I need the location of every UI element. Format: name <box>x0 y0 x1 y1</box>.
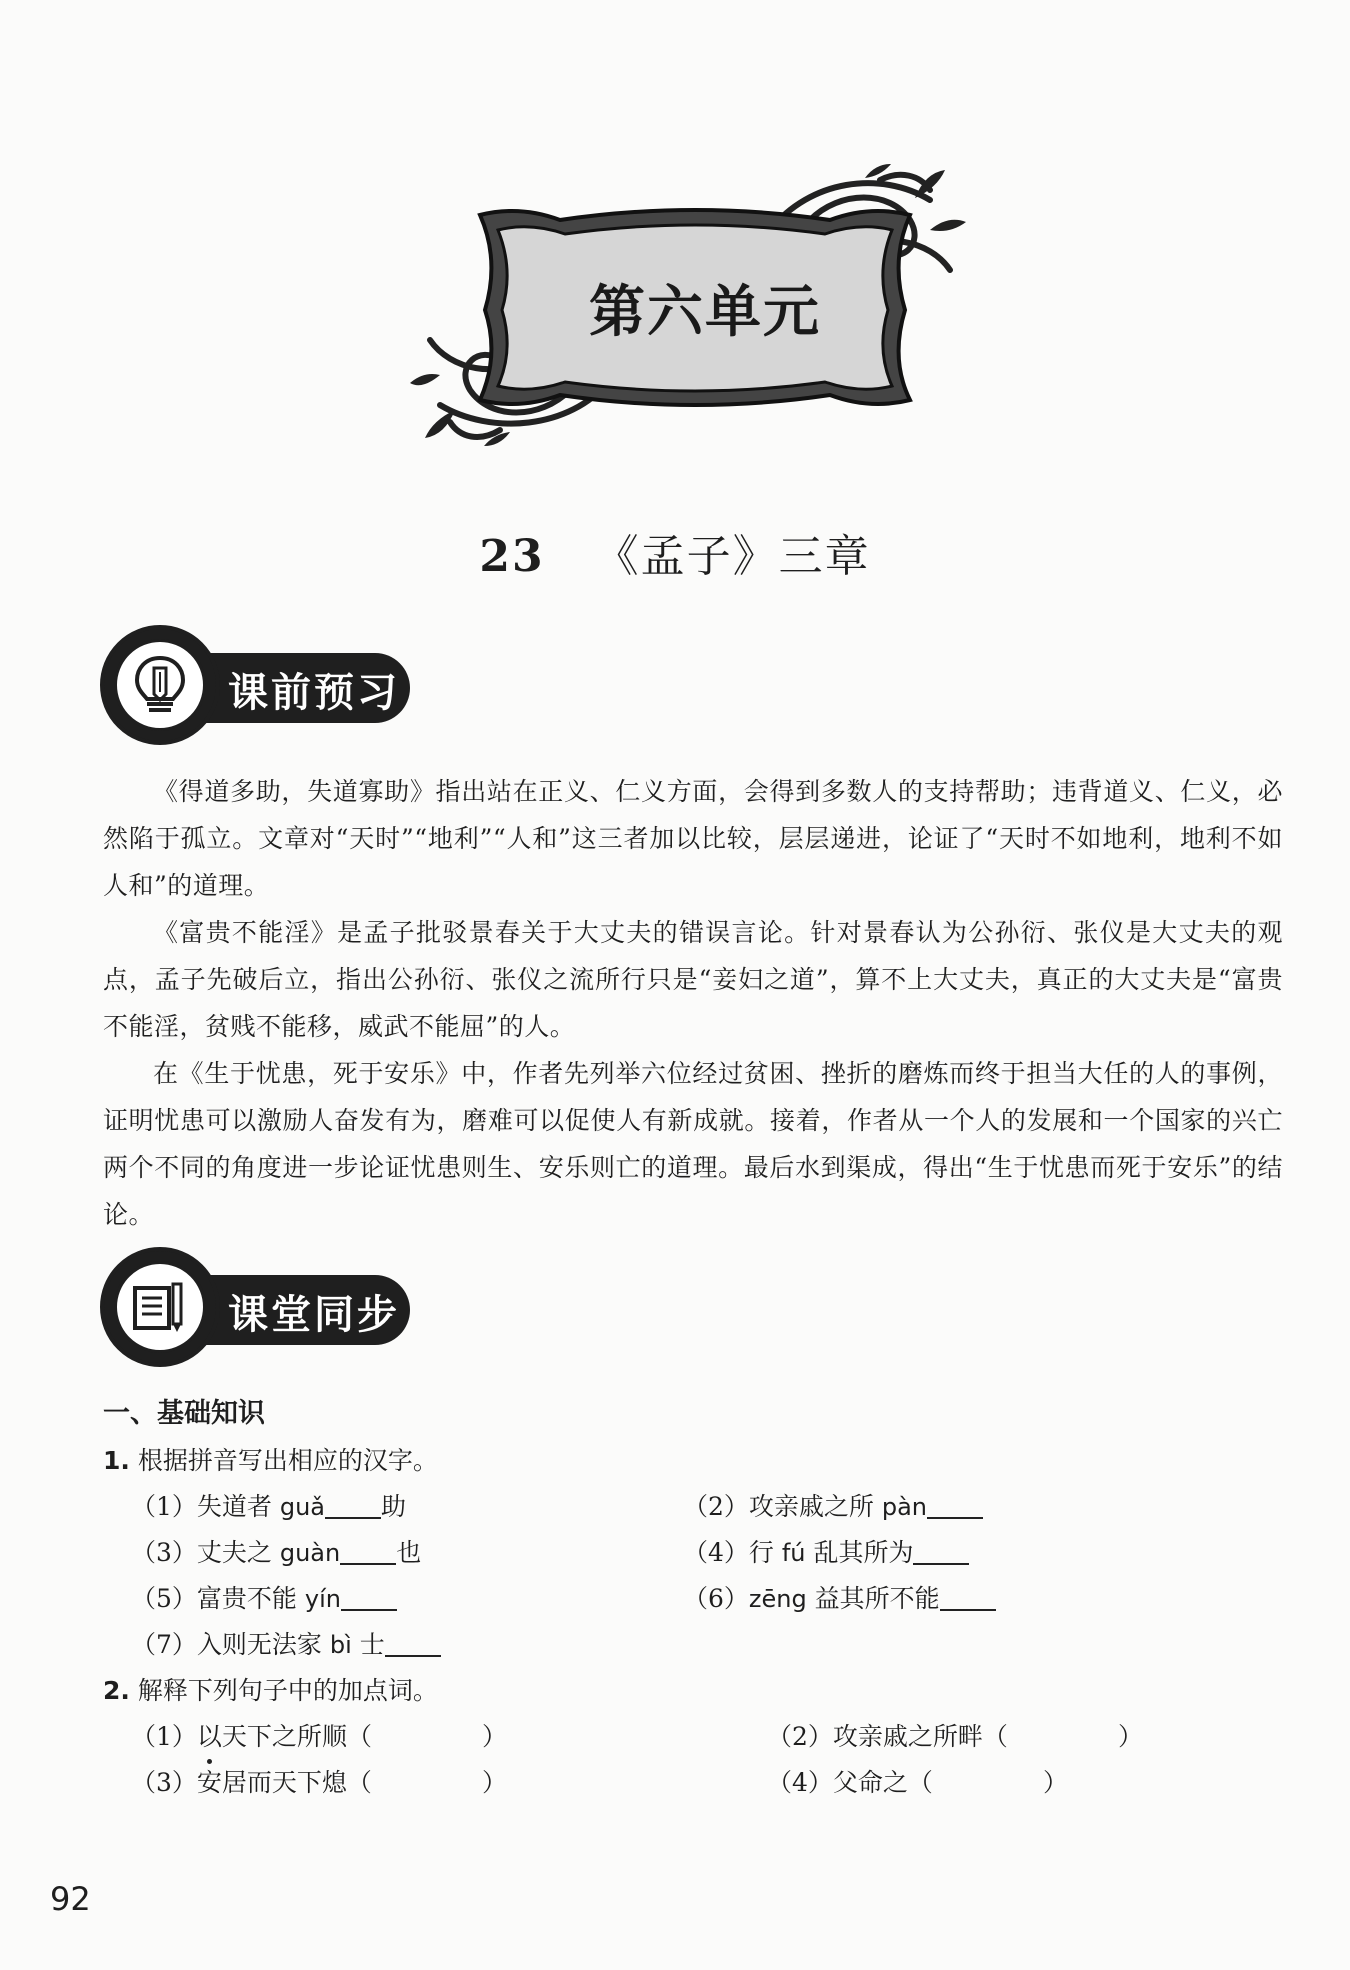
preview-paragraph: 《富贵不能淫》是孟子批驳景春关于大丈夫的错误言论。针对景春认为公孙衍、张仪是大丈夫的观点，孟子先破后立，指出公孙衍、张仪之流所行只是“妾妇之道”，算不上大丈夫，真正的大丈夫是“富贵不能淫，贫贱不能移，威武不能屈”的人。 <box>103 918 1283 1041</box>
preview-badge-label: 课前预习 <box>228 670 400 716</box>
page-number: 92 <box>50 1880 91 1918</box>
question-row <box>103 1576 1283 1622</box>
lesson-number: 23 <box>479 531 545 582</box>
lesson-title <box>0 520 1350 584</box>
book-pen-icon <box>129 1276 191 1338</box>
preview-badge <box>100 625 420 755</box>
answer-blank[interactable] <box>341 1579 397 1611</box>
item-5: （5）富贵不能 yín <box>131 1576 397 1622</box>
answer-blank[interactable] <box>913 1533 969 1565</box>
lightbulb-pencil-icon <box>129 654 191 716</box>
question-prompt: 解释下列句子中的加点词。 <box>137 1676 438 1705</box>
question-1 <box>103 1438 1283 1484</box>
dotted-word: 以 <box>197 1714 222 1760</box>
lesson-name: 《孟子》三章 <box>594 531 871 582</box>
answer-blank[interactable] <box>927 1487 983 1519</box>
classroom-badge <box>100 1247 420 1377</box>
item-7: （7）入则无法家 bì 士 <box>131 1622 441 1668</box>
question-2 <box>103 1668 1283 1714</box>
exercises <box>103 1390 1283 1806</box>
item-1: （1）以天下之所顺（ ） <box>131 1714 507 1760</box>
question-row <box>103 1484 1283 1530</box>
unit-banner <box>410 160 980 450</box>
badge-circle-inner <box>114 1261 206 1353</box>
question-prompt: 根据拼音写出相应的汉字。 <box>137 1446 438 1475</box>
item-2: （2）攻亲戚之所 pàn <box>683 1484 983 1530</box>
question-number: 1. <box>103 1446 130 1475</box>
answer-blank[interactable] <box>940 1579 996 1611</box>
badge-circle-inner <box>114 639 206 731</box>
item-2: （2）攻亲戚之所畔（ ） <box>767 1722 1143 1751</box>
answer-blank[interactable] <box>325 1487 381 1519</box>
preview-paragraph: 《得道多助，失道寡助》指出站在正义、仁义方面，会得到多数人的支持帮助；违背道义、仁义，必然陷于孤立。文章对“天时”“地利”“人和”这三者加以比较，层层递进，论证了“天时不如地利，地利不如人和”的道理。 <box>103 777 1283 900</box>
badge-circle <box>100 625 220 745</box>
question-row <box>103 1530 1283 1576</box>
question-row <box>103 1714 1283 1760</box>
item-3: （3）丈夫之 guàn 也 <box>131 1530 421 1576</box>
question-row <box>103 1622 1283 1668</box>
preview-paragraph: 在《生于忧患，死于安乐》中，作者先列举六位经过贫困、挫折的磨炼而终于担当大任的人的事例，证明忧患可以激励人奋发有为，磨难可以促使人有新成就。接着，作者从一个人的发展和一个国家的兴亡两个不同的角度进一步论证忧患则生、安乐则亡的道理。最后水到渠成，得出“生于忧患而死于安乐”的结论。 <box>103 1059 1283 1229</box>
classroom-badge-label: 课堂同步 <box>228 1292 400 1338</box>
section-title: 一、基础知识 <box>103 1398 265 1429</box>
item-3: （3）安居而天下熄（ ） <box>131 1768 507 1797</box>
item-4: （4）父命之（ ） <box>767 1768 1068 1797</box>
unit-title: 第六单元 <box>589 280 821 345</box>
preview-text <box>103 768 1283 1238</box>
item-4: （4）行 fú 乱其所为 <box>683 1530 969 1576</box>
answer-blank[interactable] <box>340 1533 396 1565</box>
badge-circle <box>100 1247 220 1367</box>
question-row <box>103 1760 1283 1806</box>
item-6: （6）zēng 益其所不能 <box>683 1576 996 1622</box>
item-1: （1）失道者 guǎ 助 <box>131 1484 406 1530</box>
answer-blank[interactable] <box>385 1625 441 1657</box>
question-number: 2. <box>103 1676 130 1705</box>
